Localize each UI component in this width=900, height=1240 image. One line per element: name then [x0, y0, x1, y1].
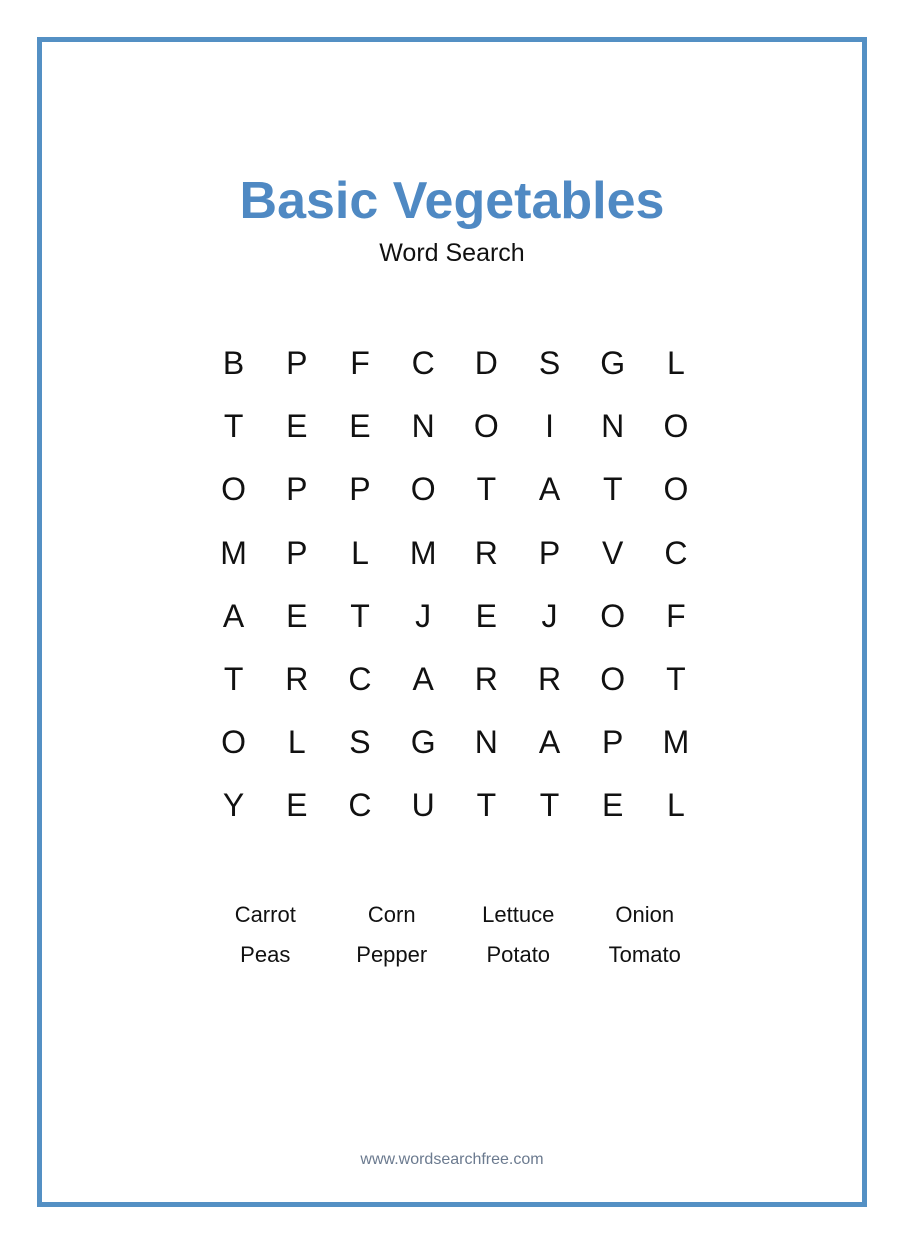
grid-letter: E [475, 597, 498, 634]
grid-letter: O [663, 471, 689, 508]
grid-letter: E [286, 408, 308, 445]
grid-letter: B [222, 345, 245, 382]
grid-letter: N [474, 724, 498, 761]
word-list-item: Potato [486, 942, 551, 967]
grid-letter: A [412, 661, 434, 698]
grid-letter: O [221, 724, 247, 761]
grid-letter: P [286, 534, 308, 571]
grid-letter: J [541, 597, 558, 634]
grid-letter: P [602, 724, 624, 761]
grid-letter: S [538, 345, 561, 382]
grid-letter: M [220, 534, 247, 571]
grid-letter: D [474, 345, 498, 382]
grid-letter: M [409, 534, 437, 571]
grid-letter: G [600, 345, 626, 382]
word-list [202, 900, 708, 980]
page-subtitle: Word Search [379, 239, 525, 267]
grid-letter: C [348, 661, 372, 698]
letter-grid [202, 332, 708, 838]
grid-letter: T [350, 597, 370, 634]
grid-letter: G [410, 724, 436, 761]
grid-letter: M [662, 724, 690, 761]
grid-letter: T [602, 471, 623, 508]
grid-letter: F [666, 597, 686, 634]
grid-letter: L [287, 724, 306, 761]
page-title: Basic Vegetables [239, 172, 665, 230]
grid-letter: T [539, 787, 560, 824]
grid-letter: S [349, 724, 371, 761]
grid-letter: I [545, 408, 554, 445]
grid-letter: O [221, 471, 247, 508]
grid-letter: C [411, 345, 435, 382]
grid-letter: A [538, 471, 561, 508]
grid-letter: O [663, 408, 689, 445]
grid-letter: N [601, 408, 625, 445]
word-list-item: Tomato [608, 942, 681, 967]
grid-letter: E [286, 787, 308, 824]
grid-letter: F [350, 345, 370, 382]
grid-letter: J [415, 597, 432, 634]
grid-letter: R [474, 661, 498, 698]
grid-letter: V [602, 534, 624, 571]
grid-letter: T [476, 787, 497, 824]
grid-letter: L [667, 787, 685, 824]
grid-letter: R [537, 661, 562, 698]
grid-letter: C [348, 787, 372, 824]
grid-letter: E [602, 787, 624, 824]
grid-letter: O [600, 661, 626, 698]
grid-letter: T [223, 408, 244, 445]
grid-letter: L [667, 345, 685, 382]
worksheet-frame [37, 37, 867, 1207]
grid-letter: Y [222, 787, 245, 824]
grid-letter: P [538, 534, 561, 571]
grid-letter: O [600, 597, 626, 634]
word-list-item: Lettuce [482, 902, 555, 927]
grid-letter: A [538, 724, 561, 761]
grid-letter: T [223, 661, 244, 698]
grid-letter: T [476, 471, 497, 508]
footer-link[interactable]: www.wordsearchfree.com [360, 1151, 544, 1168]
grid-letter: O [473, 408, 499, 445]
grid-letter: P [349, 471, 371, 508]
word-list-item: Pepper [356, 942, 428, 967]
grid-letter: R [285, 661, 309, 698]
grid-letter: A [222, 597, 245, 634]
grid-letter: P [286, 471, 308, 508]
grid-letter: T [666, 661, 686, 698]
grid-letter: L [351, 534, 369, 571]
word-list-item: Onion [615, 902, 675, 927]
grid-letter: P [286, 345, 308, 382]
grid-letter: R [474, 534, 498, 571]
grid-letter: E [286, 597, 308, 634]
grid-letter: E [349, 408, 371, 445]
grid-letter: U [411, 787, 435, 824]
grid-letter: O [410, 471, 436, 508]
grid-letter: N [411, 408, 435, 445]
word-list-item: Carrot [234, 902, 296, 927]
grid-letter: C [664, 534, 688, 571]
word-list-item: Corn [367, 902, 416, 927]
word-list-item: Peas [240, 942, 291, 967]
